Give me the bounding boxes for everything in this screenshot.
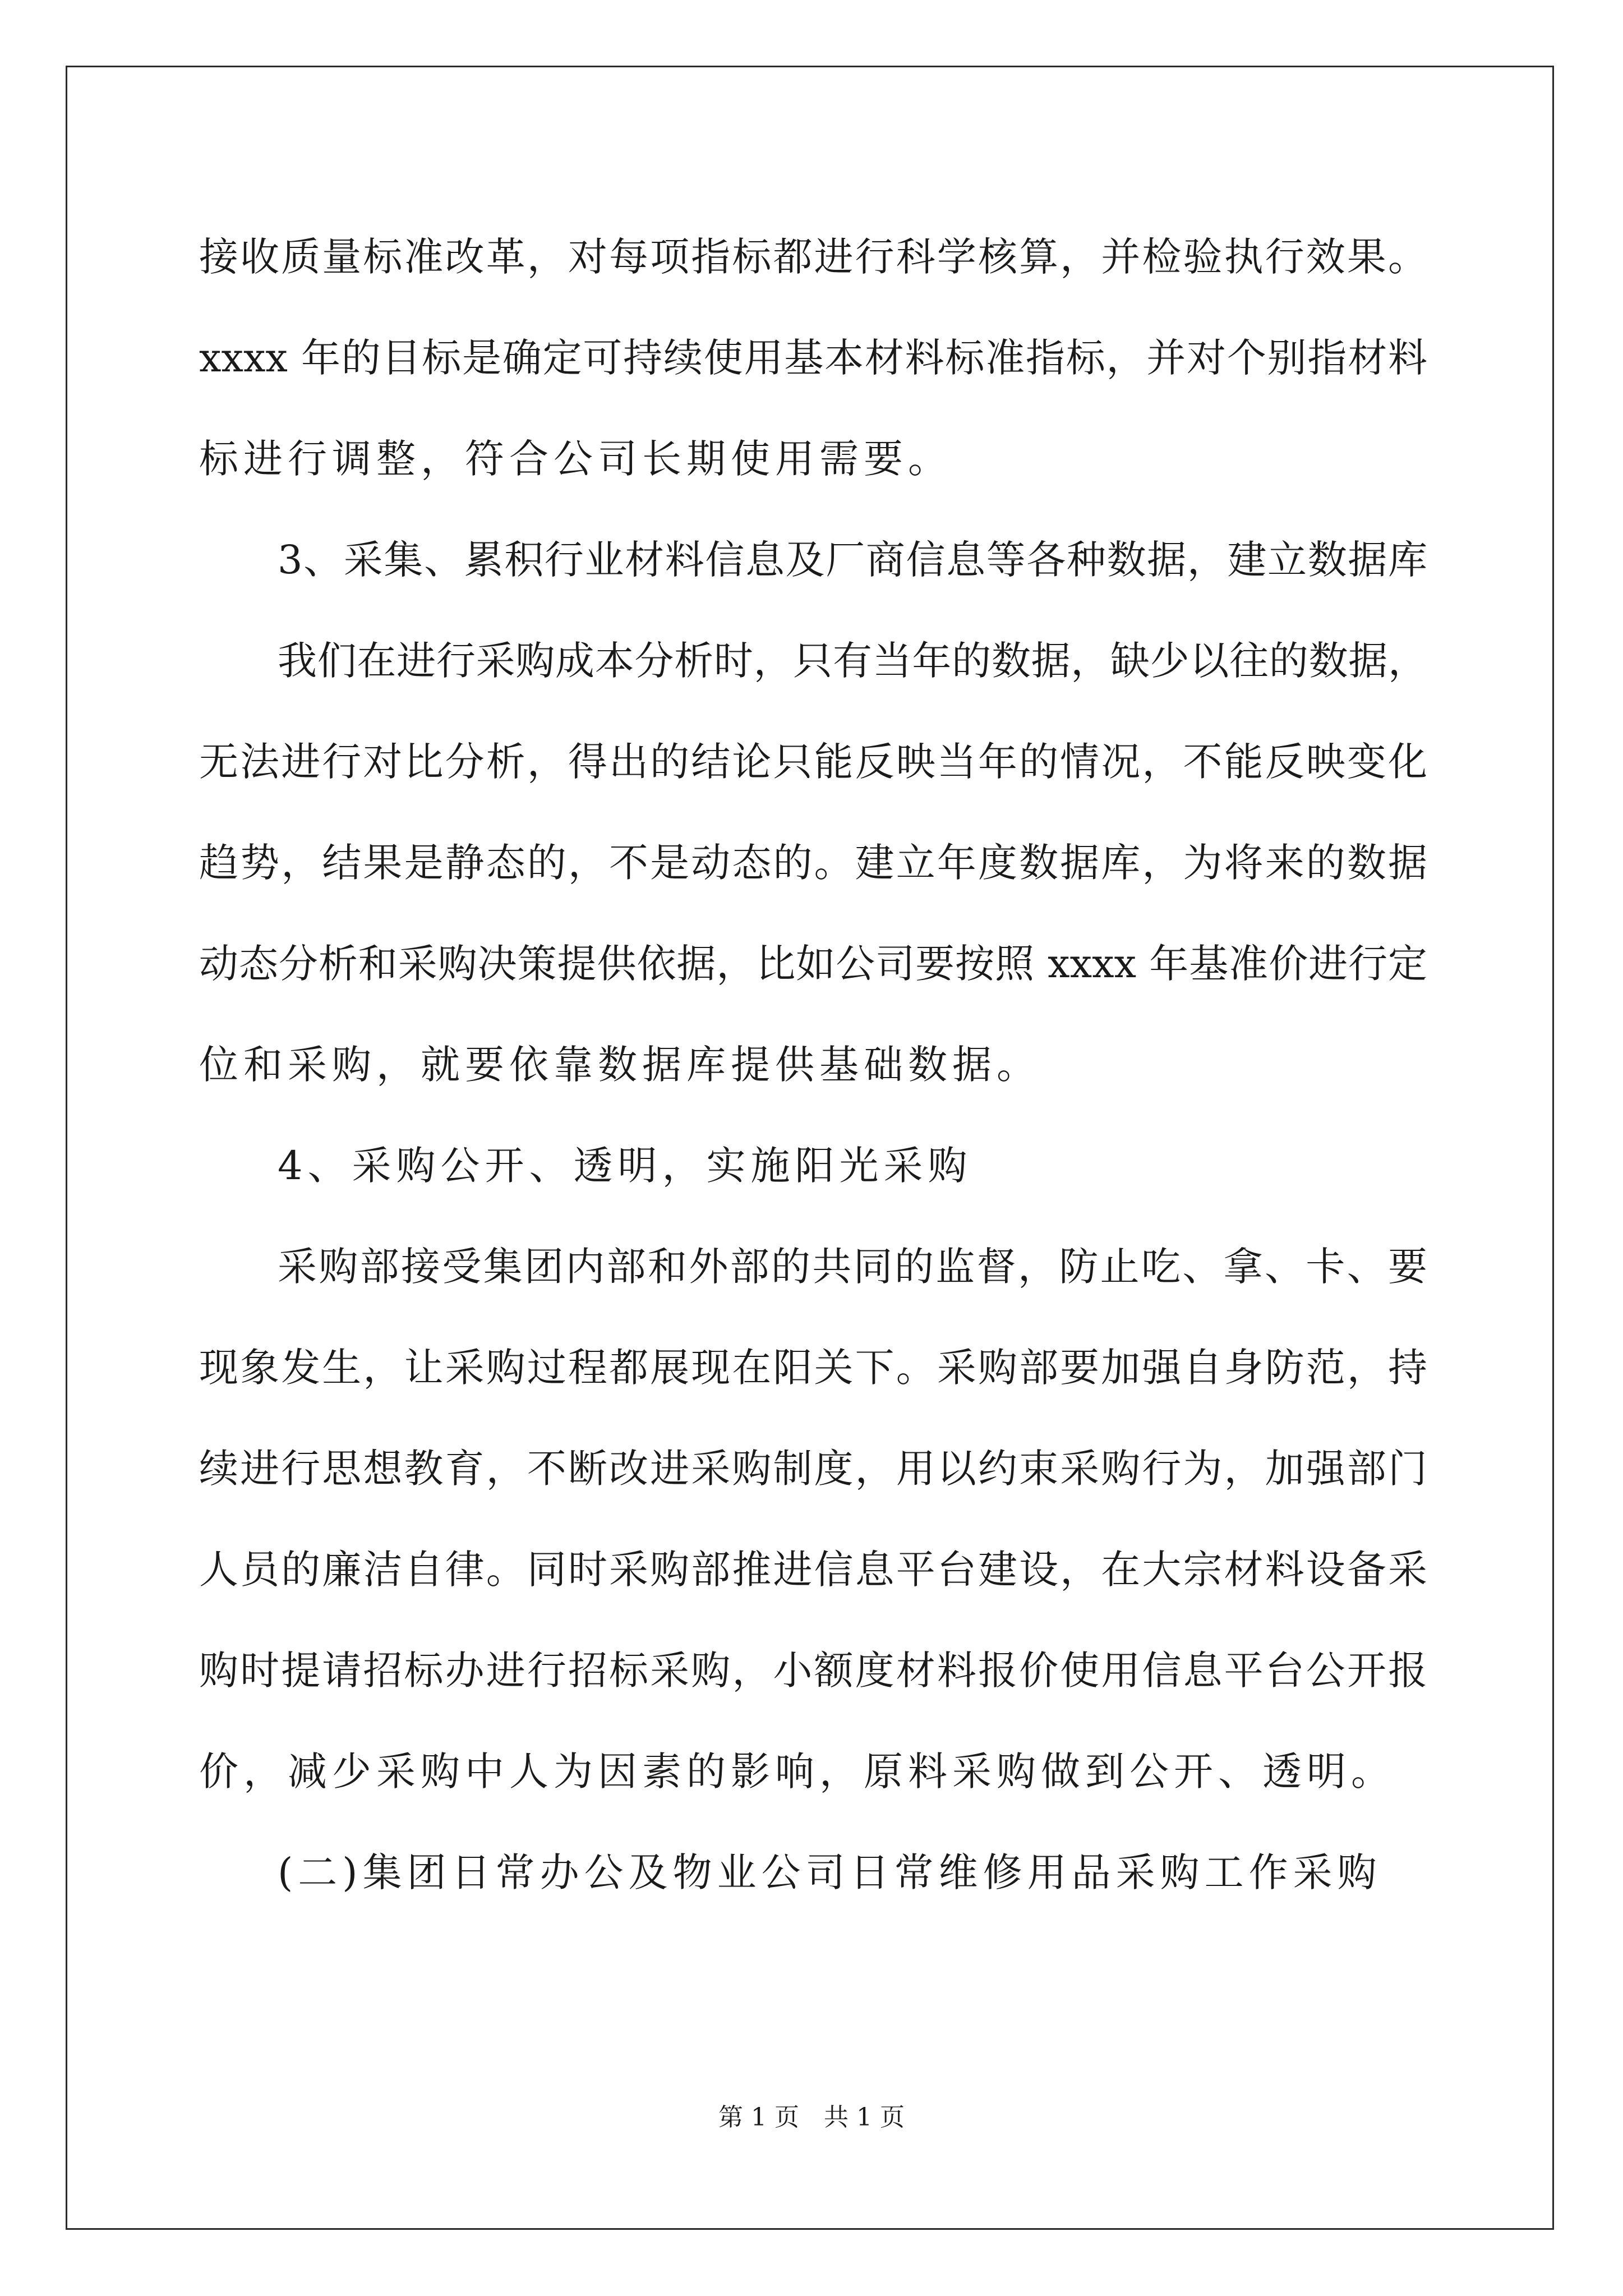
section-heading: (二)集团日常办公及物业公司日常维修用品采购工作采购	[278, 1849, 1382, 1895]
text-line: xxxx 年的目标是确定可持续使用基本材料标准指标，并对个别指材料	[199, 335, 1427, 381]
text-line: 采购部接受集团内部和外部的共同的监督，防止吃、拿、卡、要	[278, 1244, 1427, 1290]
text-line: 无法进行对比分析，得出的结论只能反映当年的情况，不能反映变化	[199, 739, 1427, 785]
text-line: 购时提请招标办进行招标采购，小额度材料报价使用信息平台公开报	[199, 1648, 1427, 1694]
text-line: 现象发生，让采购过程都展现在阳关下。采购部要加强自身防范，持	[199, 1345, 1427, 1391]
text-line: 人员的廉洁自律。同时采购部推进信息平台建设，在大宗材料设备采	[199, 1547, 1427, 1593]
text-line: 标进行调整，符合公司长期使用需要。	[199, 436, 952, 482]
text-line: 趋势，结果是静态的，不是动态的。建立年度数据库，为将来的数据	[199, 840, 1427, 886]
text-line: 接收质量标准改革，对每项指标都进行科学核算，并检验执行效果。	[199, 234, 1427, 280]
text-line: 我们在进行采购成本分析时，只有当年的数据，缺少以往的数据，	[278, 638, 1427, 684]
section-heading: 4、采购公开、透明，实施阳光采购	[278, 1143, 972, 1189]
text-line: 续进行思想教育，不断改进采购制度，用以约束采购行为，加强部门	[199, 1446, 1427, 1492]
section-heading: 3、采集、累积行业材料信息及厂商信息等各种数据，建立数据库	[278, 537, 1427, 583]
text-line: 动态分析和采购决策提供依据，比如公司要按照 xxxx 年基准价进行定	[199, 941, 1427, 987]
text-line: 价，减少采购中人为因素的影响，原料采购做到公开、透明。	[199, 1749, 1395, 1795]
page-number-footer: 第 1 页 共 1 页	[718, 2103, 905, 2132]
text-line: 位和采购，就要依靠数据库提供基础数据。	[199, 1042, 1041, 1088]
